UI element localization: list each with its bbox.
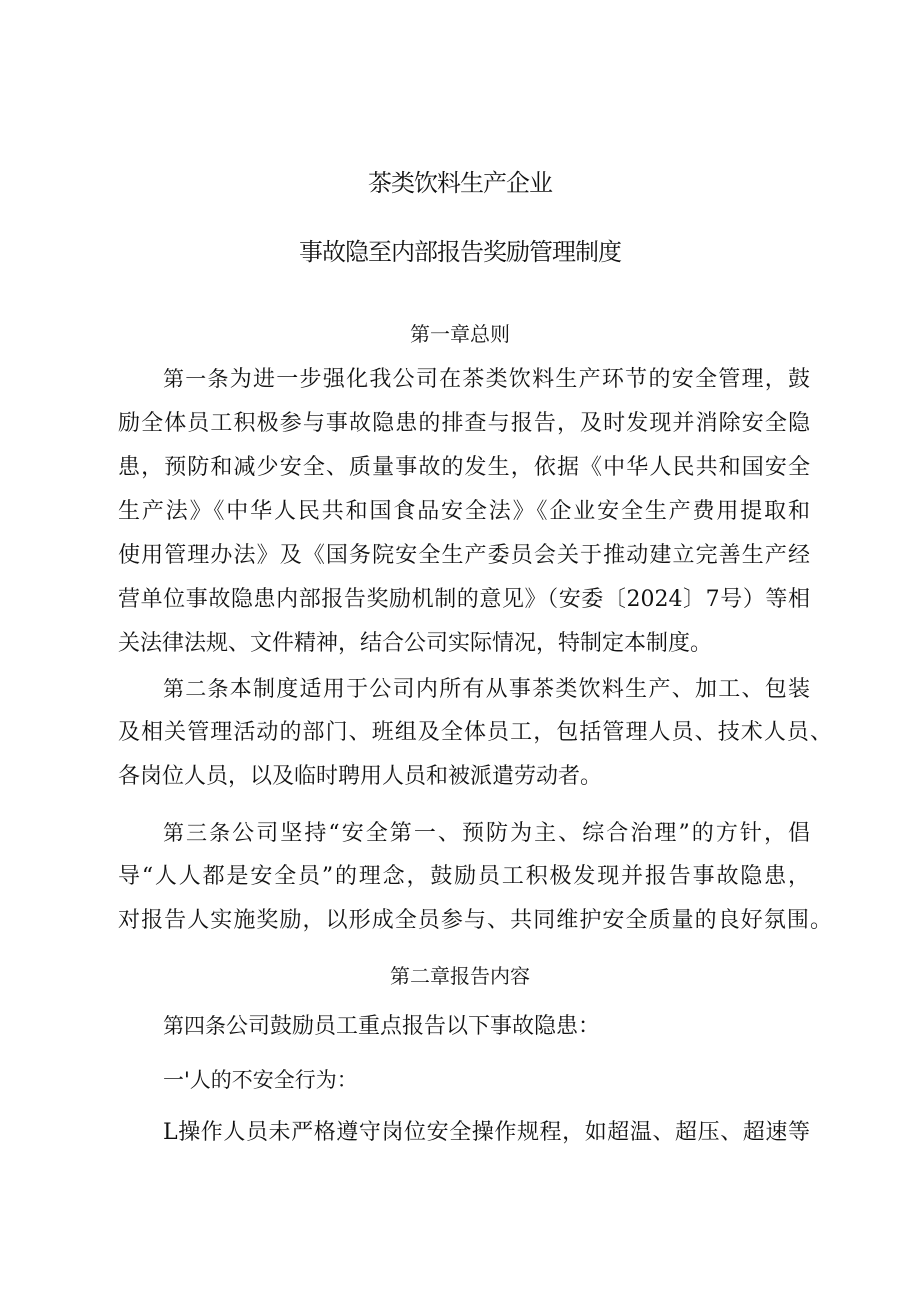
document-title-line-1: 茶类饮料生产企业 <box>368 169 552 197</box>
article-3-line-1: 第三条公司坚持“安全第一、预防为主、综合治理”的方针，倡 <box>163 821 811 846</box>
article-3-line-3: 对报告人实施奖励，以形成全员参与、共同维护安全质量的良好氛围。 <box>118 908 832 933</box>
article-1-label: 第一条 <box>163 367 230 391</box>
item-1-label: L <box>163 1120 178 1145</box>
chapter-1-heading: 第一章总则 <box>410 322 510 346</box>
article-1-line-6: 营单位事故隐患内部报告奖励机制的意见》（安委〔2024〕7号）等相 <box>118 587 810 612</box>
article-2-label: 第二条 <box>163 677 230 701</box>
article-3-line-2: 导“人人都是安全员”的理念，鼓励员工积极发现并报告事故隐患， <box>118 864 810 889</box>
subsection-unsafe-behavior: 一'人的不安全行为： <box>163 1068 358 1092</box>
article-1-line-1: 第一条为进一步强化我公司在茶类饮料生产环节的安全管理，鼓 <box>163 367 810 392</box>
document-title-line-2: 事故隐至内部报告奖励管理制度 <box>299 238 621 266</box>
article-2-line-2: 及相关管理活动的部门、班组及全体员工，包括管理人员、技术人员、 <box>118 720 832 745</box>
article-4-line: 第四条公司鼓励员工重点报告以下事故隐患： <box>163 1014 601 1039</box>
chapter-2-heading: 第二章报告内容 <box>390 964 530 988</box>
article-1-line-7: 关法律法规、文件精神，结合公司实际情况，特制定本制度。 <box>118 631 713 656</box>
article-2-line-3: 各岗位人员，以及临时聘用人员和被派遣劳动者。 <box>118 764 603 789</box>
article-4-label: 第四条 <box>163 1014 226 1038</box>
article-2-line-1: 第二条本制度适用于公司内所有从事茶类饮料生产、加工、包装 <box>163 677 810 702</box>
article-1-line-5: 使用管理办法》及《国务院安全生产委员会关于推动建立完善生产经 <box>118 543 810 568</box>
article-3-label: 第三条 <box>163 821 233 845</box>
article-1-line-2: 励全体员工积极参与事故隐患的排查与报告，及时发现并消除安全隐 <box>118 411 810 436</box>
item-1-line: L操作人员未严格遵守岗位安全操作规程，如超温、超压、超速等 <box>163 1120 810 1145</box>
article-1-line-3: 患，预防和减少安全、质量事故的发生，依据《中华人民共和国安全 <box>118 455 810 480</box>
article-1-line-4: 生产法》《中华人民共和国食品安全法》《企业安全生产费用提取和 <box>118 499 810 524</box>
